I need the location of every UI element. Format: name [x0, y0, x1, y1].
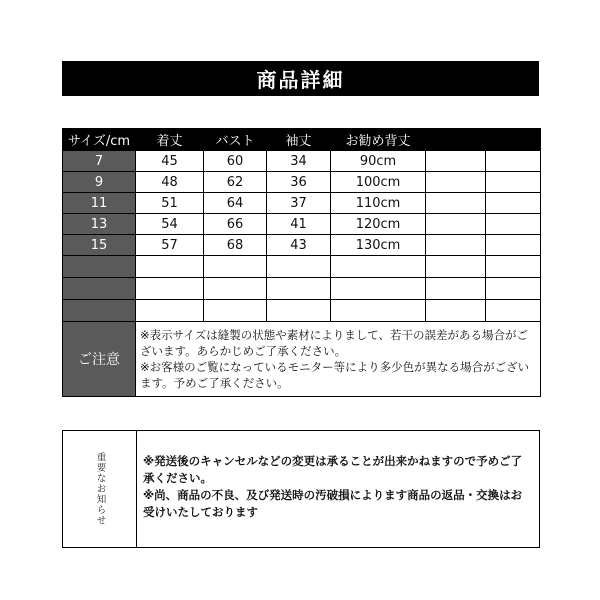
size-cell: 9 [63, 172, 136, 193]
sleeve-cell: 43 [267, 235, 331, 256]
header-recommended-height: お勧め背丈 [331, 129, 426, 151]
blank-row [63, 278, 541, 300]
empty-cell [426, 235, 486, 256]
size-table [62, 128, 541, 397]
empty-cell [486, 172, 541, 193]
empty-cell [486, 256, 541, 278]
bust-cell: 68 [204, 235, 267, 256]
size-cell: 13 [63, 214, 136, 235]
important-notice [62, 430, 540, 548]
table-row [63, 172, 541, 193]
size-cell: 15 [63, 235, 136, 256]
empty-cell [486, 300, 541, 322]
empty-cell [331, 278, 426, 300]
empty-cell [486, 214, 541, 235]
empty-cell [426, 300, 486, 322]
empty-cell [204, 256, 267, 278]
notice-label-cell [63, 431, 137, 547]
header-length: 着丈 [136, 129, 204, 151]
bust-cell: 60 [204, 151, 267, 172]
length-cell: 45 [136, 151, 204, 172]
note-line: ※お客様のご覧になっているモニター等により多少色が異なる場合がございます。予めご了承ください。 [140, 360, 530, 390]
empty-cell [204, 278, 267, 300]
empty-cell [486, 235, 541, 256]
empty-cell [426, 193, 486, 214]
empty-cell [426, 214, 486, 235]
empty-cell [136, 278, 204, 300]
empty-cell [63, 256, 136, 278]
bust-cell: 66 [204, 214, 267, 235]
table-row [63, 235, 541, 256]
empty-cell [267, 256, 331, 278]
empty-cell [136, 300, 204, 322]
sleeve-cell: 36 [267, 172, 331, 193]
empty-cell [486, 151, 541, 172]
empty-cell [426, 172, 486, 193]
empty-cell [331, 300, 426, 322]
note-line: ※表示サイズは縫製の状態や素材によりまして、若干の誤差がある場合がございます。あらかじめご了承ください。 [140, 328, 528, 358]
length-cell: 54 [136, 214, 204, 235]
table-row [63, 151, 541, 172]
empty-cell [486, 193, 541, 214]
blank-row [63, 300, 541, 322]
notes-text [136, 322, 541, 397]
empty-cell [204, 300, 267, 322]
notes-row [63, 322, 541, 397]
bust-cell: 62 [204, 172, 267, 193]
sleeve-cell: 37 [267, 193, 331, 214]
header-empty [486, 129, 541, 151]
empty-cell [426, 151, 486, 172]
table-row [63, 193, 541, 214]
length-cell: 57 [136, 235, 204, 256]
empty-cell [331, 256, 426, 278]
notice-text [137, 431, 539, 547]
height-cell: 110cm [331, 193, 426, 214]
header-empty [426, 129, 486, 151]
empty-cell [426, 278, 486, 300]
empty-cell [267, 278, 331, 300]
sleeve-cell: 34 [267, 151, 331, 172]
height-cell: 130cm [331, 235, 426, 256]
table-header-row [63, 129, 541, 151]
length-cell: 48 [136, 172, 204, 193]
bust-cell: 64 [204, 193, 267, 214]
header-bust: バスト [204, 129, 267, 151]
blank-row [63, 256, 541, 278]
table-row [63, 214, 541, 235]
notes-label: ご注意 [63, 322, 136, 397]
header-sleeve: 袖丈 [267, 129, 331, 151]
empty-cell [63, 278, 136, 300]
empty-cell [486, 278, 541, 300]
empty-cell [267, 300, 331, 322]
sleeve-cell: 41 [267, 214, 331, 235]
size-cell: 7 [63, 151, 136, 172]
empty-cell [63, 300, 136, 322]
header-size: サイズ/cm [63, 129, 136, 151]
page-title: 商品詳細 [62, 61, 539, 96]
notice-line: ※尚、商品の不良、及び発送時の汚破損によります商品の返品・交換はお受けいたしております [143, 488, 523, 519]
length-cell: 51 [136, 193, 204, 214]
notice-label: 重要なお知らせ [94, 452, 106, 526]
height-cell: 120cm [331, 214, 426, 235]
height-cell: 100cm [331, 172, 426, 193]
size-cell: 11 [63, 193, 136, 214]
empty-cell [136, 256, 204, 278]
empty-cell [426, 256, 486, 278]
height-cell: 90cm [331, 151, 426, 172]
notice-line: ※発送後のキャンセルなどの変更は承ることが出来かねますので予めご了承ください。 [143, 454, 523, 485]
